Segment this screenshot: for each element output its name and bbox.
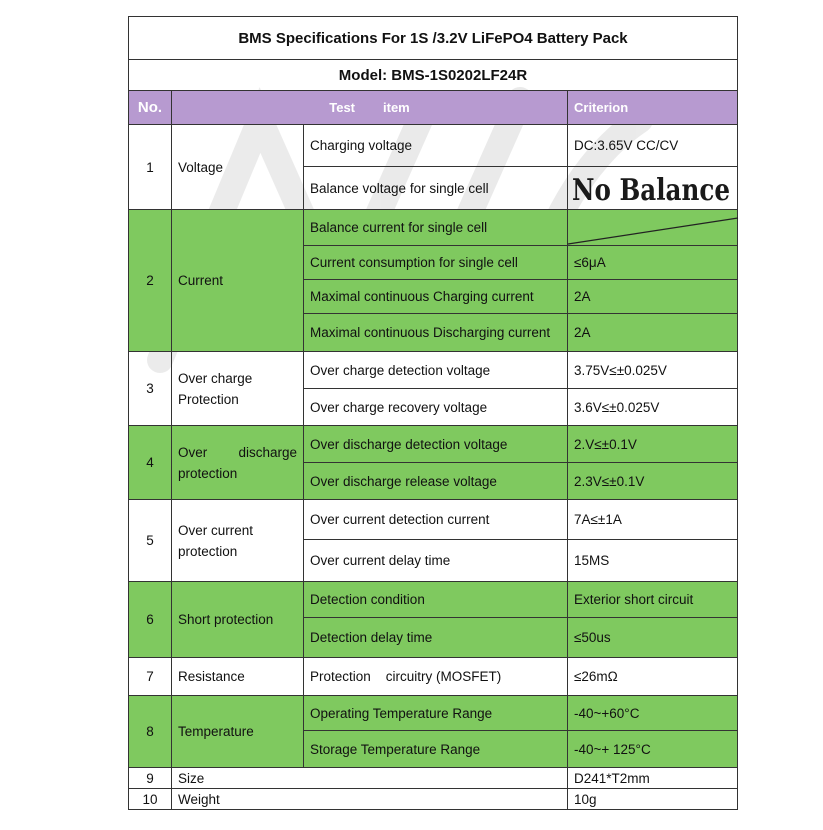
row-number: 10: [129, 789, 172, 810]
table-row: [129, 352, 738, 389]
model-label: Model: BMS-1S0202LF24R: [129, 60, 738, 91]
table-row: [129, 768, 738, 789]
criterion-value: 2A: [568, 280, 738, 314]
criterion-value: 7A≤±1A: [568, 500, 738, 540]
row-number: 7: [129, 658, 172, 696]
row-number: 6: [129, 582, 172, 658]
table-row: [129, 789, 738, 810]
test-item: Current consumption for single cell: [304, 246, 568, 280]
test-item: Protection circuitry (MOSFET): [304, 658, 568, 696]
row-category: Short protection: [172, 582, 304, 658]
table-row: [129, 210, 738, 246]
test-item: Over current delay time: [304, 540, 568, 582]
criterion-value: ≤6μA: [568, 246, 738, 280]
test-item: Balance current for single cell: [304, 210, 568, 246]
row-category: Over charge Protection: [172, 352, 304, 426]
test-item: Balance voltage for single cell: [304, 167, 568, 210]
criterion-value: 15MS: [568, 540, 738, 582]
test-item: Maximal continuous Charging current: [304, 280, 568, 314]
table-row: [129, 426, 738, 463]
criterion-value: -40~+ 125°C: [568, 731, 738, 768]
row-category: Over current protection: [172, 500, 304, 582]
row-category: Current: [172, 210, 304, 352]
criterion-value: DC:3.65V CC/CV: [568, 125, 738, 167]
test-item: Over charge recovery voltage: [304, 389, 568, 426]
row-number: 3: [129, 352, 172, 426]
row-category: Over discharge protection: [172, 426, 304, 500]
criterion-value: Exterior short circuit: [568, 582, 738, 618]
criterion-value: 3.75V≤±0.025V: [568, 352, 738, 389]
criterion-value: 10g: [568, 789, 738, 810]
spec-table: [128, 16, 738, 810]
row-number: 2: [129, 210, 172, 352]
page-title: BMS Specifications For 1S /3.2V LiFePO4 Battery Pack: [129, 17, 738, 60]
table-row: [129, 582, 738, 618]
test-item: Over discharge release voltage: [304, 463, 568, 500]
criterion-value: ≤50us: [568, 618, 738, 658]
row-category: Temperature: [172, 696, 304, 768]
criterion-value: D241*T2mm: [568, 768, 738, 789]
test-item: Operating Temperature Range: [304, 696, 568, 731]
header-no: No.: [129, 91, 172, 125]
table-row: [129, 500, 738, 540]
row-number: 4: [129, 426, 172, 500]
criterion-value: ≤26mΩ: [568, 658, 738, 696]
criterion-value: 2.3V≤±0.1V: [568, 463, 738, 500]
test-item: Charging voltage: [304, 125, 568, 167]
criterion-empty: [568, 210, 738, 246]
spec-sheet: [128, 16, 737, 810]
criterion-value: -40~+60°C: [568, 696, 738, 731]
test-item: Storage Temperature Range: [304, 731, 568, 768]
svg-text:No Balance: No Balance: [572, 173, 730, 208]
table-row: [129, 125, 738, 167]
row-number: 8: [129, 696, 172, 768]
row-number: 9: [129, 768, 172, 789]
row-category: Weight: [172, 789, 568, 810]
criterion-value: 2A: [568, 314, 738, 352]
test-item: Maximal continuous Discharging current: [304, 314, 568, 352]
test-item: Over charge detection voltage: [304, 352, 568, 389]
row-category: Resistance: [172, 658, 304, 696]
no-balance-stamp: [568, 167, 738, 210]
test-item: Over discharge detection voltage: [304, 426, 568, 463]
table-row: [129, 696, 738, 731]
criterion-value: 3.6V≤±0.025V: [568, 389, 738, 426]
header-test-item: Test item: [172, 91, 568, 125]
test-item: Detection delay time: [304, 618, 568, 658]
criterion-value: 2.V≤±0.1V: [568, 426, 738, 463]
row-number: 1: [129, 125, 172, 210]
row-category: Size: [172, 768, 568, 789]
header-criterion: Criterion: [568, 91, 738, 125]
row-number: 5: [129, 500, 172, 582]
row-category: Voltage: [172, 125, 304, 210]
test-item: Detection condition: [304, 582, 568, 618]
table-header: [129, 91, 738, 125]
test-item: Over current detection current: [304, 500, 568, 540]
table-row: [129, 658, 738, 696]
